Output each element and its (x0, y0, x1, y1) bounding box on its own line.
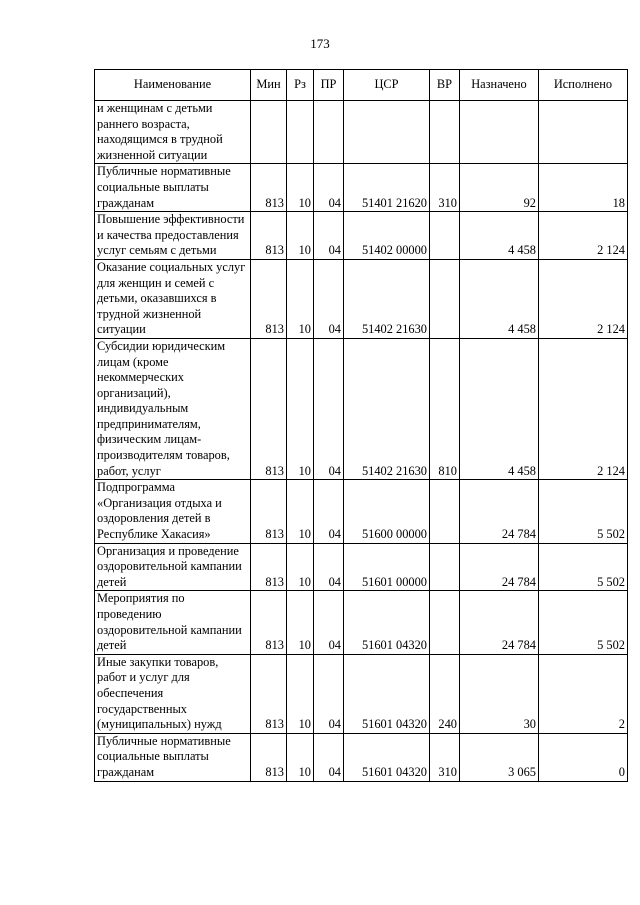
row-name: Подпрограмма «Организация отдыха и оздоровления детей в Республике Хакасия» (95, 480, 251, 543)
header-executed: Исполнено (539, 70, 628, 101)
row-assigned: 4 458 (460, 212, 539, 260)
row-name: Мероприятия по проведению оздоровительной кампании детей (95, 591, 251, 654)
row-rz: 10 (287, 164, 314, 212)
row-pr: 04 (314, 591, 344, 654)
table-row (95, 480, 628, 543)
row-executed: 0 (539, 733, 628, 781)
row-csr: 51601 04320 (344, 733, 430, 781)
row-vr (430, 591, 460, 654)
row-vr (430, 259, 460, 338)
row-pr: 04 (314, 654, 344, 733)
row-csr: 51402 21630 (344, 338, 430, 479)
row-min: 813 (251, 164, 287, 212)
row-rz: 10 (287, 480, 314, 543)
row-name: и женщинам с детьми раннего возраста, находящимся в трудной жизненной ситуации (95, 101, 251, 164)
row-csr (344, 101, 430, 164)
table-row (95, 259, 628, 338)
row-rz: 10 (287, 543, 314, 591)
row-vr (430, 212, 460, 260)
header-pr: ПР (314, 70, 344, 101)
row-min: 813 (251, 654, 287, 733)
row-assigned: 24 784 (460, 480, 539, 543)
row-executed: 5 502 (539, 543, 628, 591)
row-assigned: 24 784 (460, 543, 539, 591)
row-name: Оказание социальных услуг для женщин и семей с детьми, оказавшихся в трудной жизненной ситуации (95, 259, 251, 338)
row-rz: 10 (287, 733, 314, 781)
row-executed: 5 502 (539, 480, 628, 543)
row-vr: 810 (430, 338, 460, 479)
row-assigned: 24 784 (460, 591, 539, 654)
table-row (95, 591, 628, 654)
row-assigned: 92 (460, 164, 539, 212)
budget-table (94, 69, 628, 782)
row-pr: 04 (314, 480, 344, 543)
row-vr (430, 480, 460, 543)
row-min (251, 101, 287, 164)
row-csr: 51600 00000 (344, 480, 430, 543)
row-rz: 10 (287, 259, 314, 338)
row-min: 813 (251, 338, 287, 479)
row-csr: 51401 21620 (344, 164, 430, 212)
row-executed: 2 124 (539, 259, 628, 338)
table-row (95, 164, 628, 212)
row-pr: 04 (314, 259, 344, 338)
header-rz: Рз (287, 70, 314, 101)
row-rz: 10 (287, 212, 314, 260)
row-assigned: 30 (460, 654, 539, 733)
header-name: Наименование (95, 70, 251, 101)
table-row (95, 101, 628, 164)
table-row (95, 733, 628, 781)
row-executed: 18 (539, 164, 628, 212)
row-vr (430, 101, 460, 164)
row-name: Повышение эффективности и качества предоставления услуг семьям с детьми (95, 212, 251, 260)
row-vr: 310 (430, 164, 460, 212)
row-rz: 10 (287, 654, 314, 733)
row-assigned: 3 065 (460, 733, 539, 781)
row-min: 813 (251, 259, 287, 338)
row-csr: 51601 04320 (344, 591, 430, 654)
row-rz: 10 (287, 591, 314, 654)
row-name: Публичные нормативные социальные выплаты гражданам (95, 164, 251, 212)
row-assigned (460, 101, 539, 164)
row-rz: 10 (287, 338, 314, 479)
row-csr: 51601 04320 (344, 654, 430, 733)
table-row (95, 212, 628, 260)
row-pr: 04 (314, 543, 344, 591)
row-executed: 2 124 (539, 212, 628, 260)
row-name: Публичные нормативные социальные выплаты гражданам (95, 733, 251, 781)
row-pr (314, 101, 344, 164)
row-csr: 51601 00000 (344, 543, 430, 591)
row-vr (430, 543, 460, 591)
row-name: Субсидии юридическим лицам (кроме некоммерческих организаций), индивидуальным предпринимателям, физическим лицам-производителям товаров, работ, услуг (95, 338, 251, 479)
row-min: 813 (251, 212, 287, 260)
row-pr: 04 (314, 733, 344, 781)
row-vr: 310 (430, 733, 460, 781)
table-row (95, 543, 628, 591)
row-name: Иные закупки товаров, работ и услуг для обеспечения государственных (муниципальных) нужд (95, 654, 251, 733)
table-row (95, 654, 628, 733)
table-row (95, 338, 628, 479)
row-min: 813 (251, 543, 287, 591)
row-min: 813 (251, 591, 287, 654)
row-executed: 2 124 (539, 338, 628, 479)
header-vr: ВР (430, 70, 460, 101)
row-min: 813 (251, 480, 287, 543)
row-csr: 51402 00000 (344, 212, 430, 260)
row-assigned: 4 458 (460, 259, 539, 338)
row-executed: 2 (539, 654, 628, 733)
row-min: 813 (251, 733, 287, 781)
header-min: Мин (251, 70, 287, 101)
row-assigned: 4 458 (460, 338, 539, 479)
row-pr: 04 (314, 212, 344, 260)
row-executed (539, 101, 628, 164)
row-executed: 5 502 (539, 591, 628, 654)
row-pr: 04 (314, 338, 344, 479)
row-pr: 04 (314, 164, 344, 212)
header-csr: ЦСР (344, 70, 430, 101)
header-assigned: Назначено (460, 70, 539, 101)
row-csr: 51402 21630 (344, 259, 430, 338)
header-row (95, 70, 628, 101)
row-rz (287, 101, 314, 164)
row-vr: 240 (430, 654, 460, 733)
page-number: 173 (310, 36, 330, 51)
row-name: Организация и проведение оздоровительной кампании детей (95, 543, 251, 591)
